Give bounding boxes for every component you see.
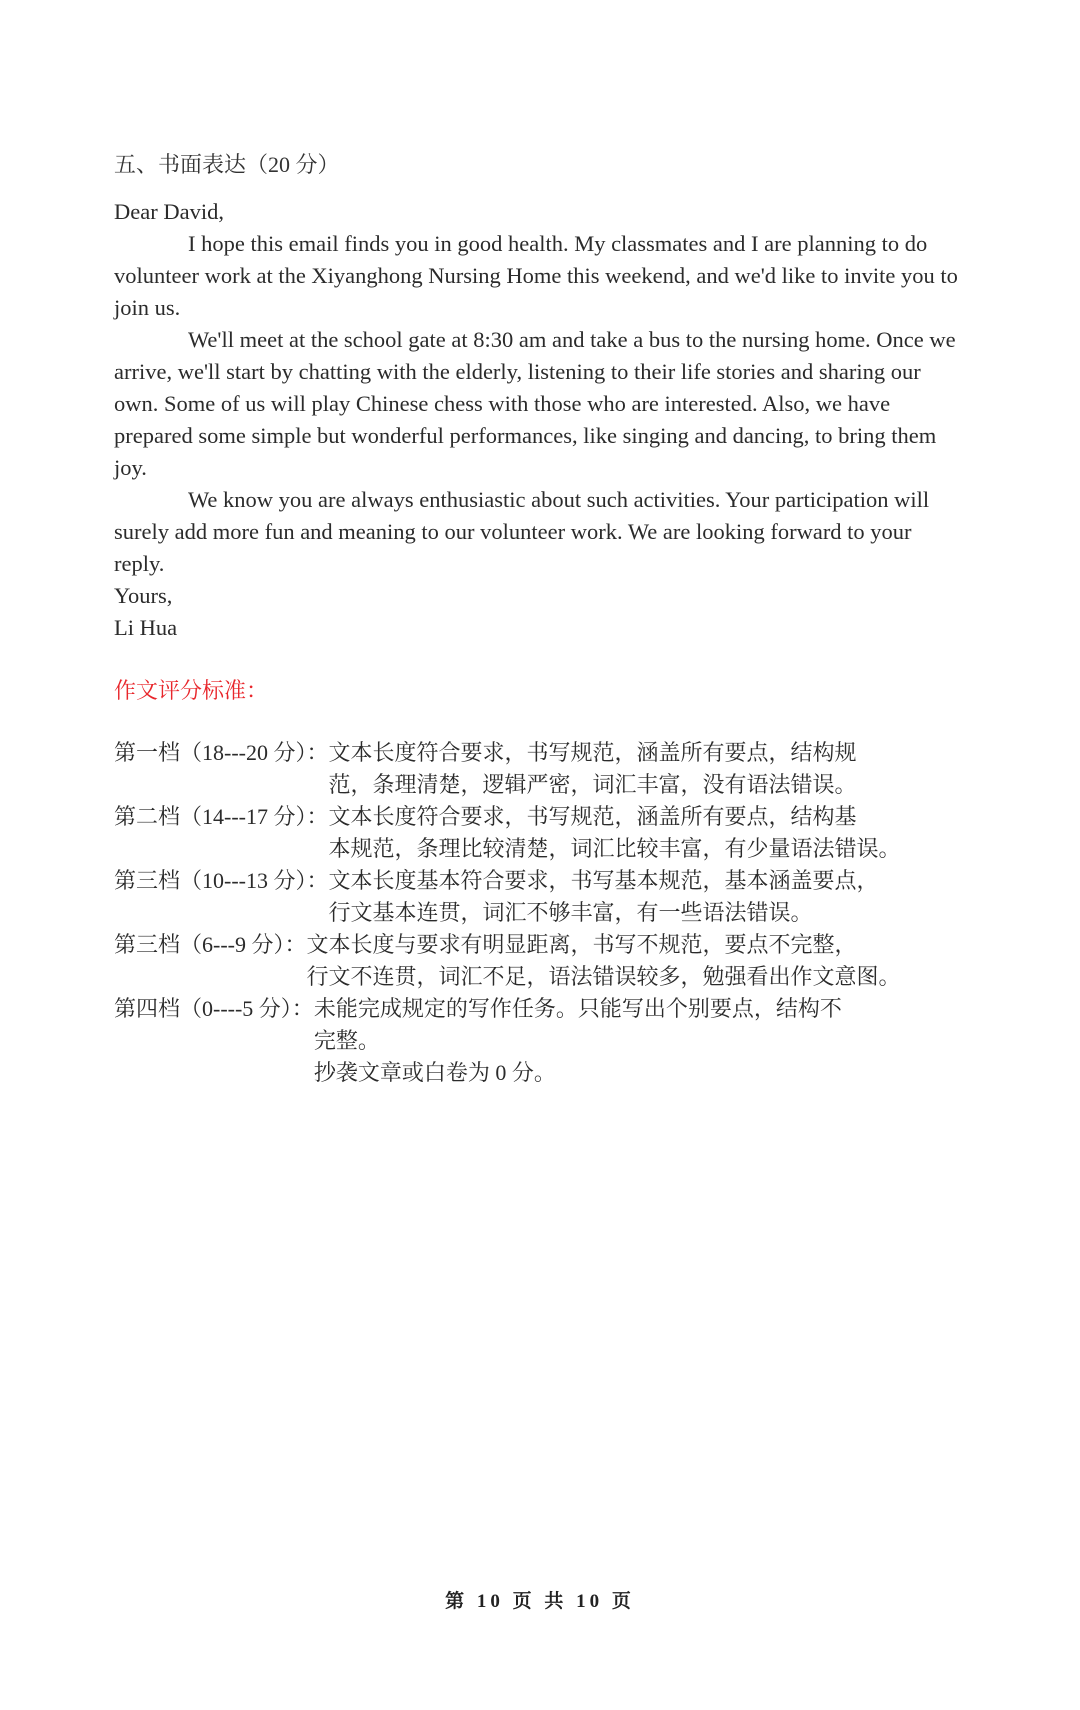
letter-paragraph-2: We'll meet at the school gate at 8:30 am and take a bus to the nursing home. Once we arrive, we'll start by chatting with the elderly, listening to their life stories and sharing our own. Some of us will play Chinese chess with those who are interested. Also, we have prepared some simple but wonderful performances, like singing and dancing, to bring them joy.	[114, 327, 956, 480]
band-label: 第三档（6---9 分）：	[114, 932, 307, 957]
letter-signature: Li Hua	[114, 615, 178, 640]
band-line: 抄袭文章或白卷为 0 分。	[313, 1060, 556, 1085]
band-description	[328, 865, 974, 929]
band-description	[314, 993, 974, 1089]
band-description	[328, 801, 974, 865]
letter-paragraph-1: I hope this email finds you in good health. My classmates and I are planning to do volunteer work at the Xiyanghong Nursing Home this weekend, and we'd like to invite you to join us.	[114, 231, 958, 320]
sample-letter	[114, 196, 964, 644]
band-line: 文本长度符合要求，书写规范，涵盖所有要点，结构规	[328, 740, 857, 765]
scoring-band	[114, 929, 974, 993]
band-line: 未能完成规定的写作任务。只能写出个别要点，结构不	[313, 996, 842, 1021]
band-description	[328, 737, 974, 801]
letter-salutation: Dear David,	[114, 199, 224, 224]
letter-closing: Yours,	[114, 583, 173, 608]
band-line: 完整。	[313, 1028, 380, 1053]
band-label: 第三档（10---13 分）：	[114, 868, 329, 893]
scoring-criteria-title: 作文评分标准：	[114, 678, 269, 703]
band-line: 范，条理清楚，逻辑严密，词汇丰富，没有语法错误。	[328, 772, 857, 797]
band-line: 文本长度与要求有明显距离，书写不规范，要点不完整，	[306, 932, 857, 957]
scoring-band	[114, 737, 974, 801]
band-line: 行文不连贯，词汇不足，语法错误较多，勉强看出作文意图。	[306, 964, 901, 989]
scoring-band	[114, 993, 974, 1089]
page-number-footer: 第 10 页 共 10 页	[445, 1591, 635, 1612]
band-label: 第二档（14---17 分）：	[114, 804, 329, 829]
letter-paragraph-3: We know you are always enthusiastic about such activities. Your participation will surely add more fun and meaning to our volunteer work. We are looking forward to your reply.	[114, 487, 930, 576]
band-label: 第四档（0----5 分）：	[114, 996, 314, 1021]
band-line: 文本长度符合要求，书写规范，涵盖所有要点，结构基	[328, 804, 857, 829]
band-description	[306, 929, 974, 993]
band-line: 文本长度基本符合要求，书写基本规范，基本涵盖要点，	[328, 868, 879, 893]
section-heading: 五、书面表达（20 分）	[114, 152, 340, 177]
band-label: 第一档（18---20 分）：	[114, 740, 329, 765]
scoring-criteria-list	[114, 737, 974, 1089]
scoring-band	[114, 865, 974, 929]
band-line: 行文基本连贯，词汇不够丰富，有一些语法错误。	[328, 900, 813, 925]
scoring-band	[114, 801, 974, 865]
band-line: 本规范，条理比较清楚，词汇比较丰富，有少量语法错误。	[328, 836, 901, 861]
